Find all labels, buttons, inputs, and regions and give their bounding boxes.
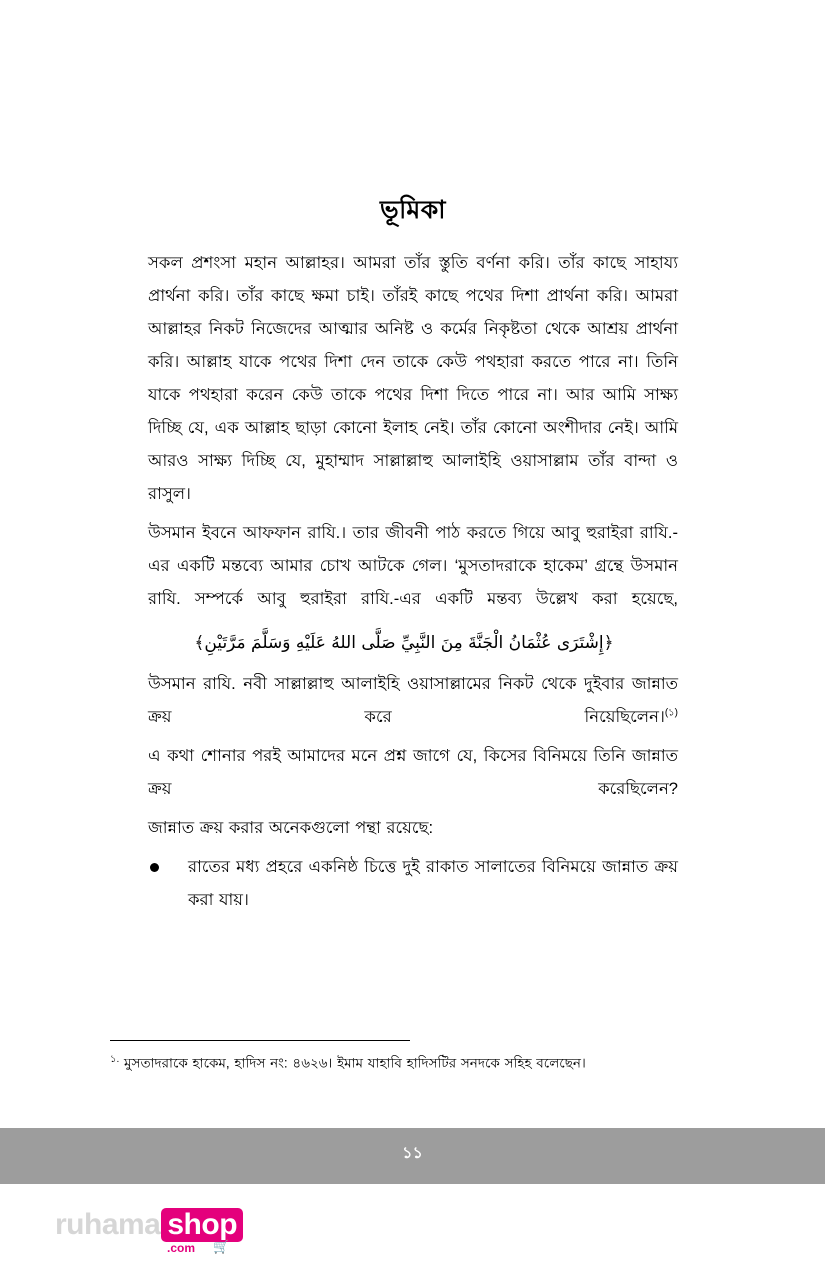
paragraph-5: জান্নাত ক্রয় করার অনেকগুলো পন্থা রয়েছে: xyxy=(148,819,434,837)
paragraph-2: উসমান ইবনে আফফান রাযি.। তার জীবনী পাঠ করতে গিয়ে আবু হুরাইরা রাযি.-এর একটি মন্তব্যে আমার চোখ আটকে গেল। ‘মুসতাদরাকে হাকেম’ গ্রন্থে উসমান রাযি. সম্পর্কে আবু হুরাইরা রাযি.-এর একটি মন্তব্য উল্লেখ করা হয়েছে, xyxy=(148,524,678,608)
paragraph-3 xyxy=(148,668,678,734)
bullet-dot-icon xyxy=(150,863,159,872)
arabic-quote: ﴿إِشْتَرَى عُثْمَانُ الْجَنَّةَ مِنَ النَّبِيِّ صَلَّى اللهُ عَلَيْهِ وَسَلَّمَ مَرَّتَيْنِ﴾ xyxy=(194,633,614,653)
watermark-shop-badge: shop xyxy=(161,1208,243,1242)
watermark-dotcom: .com xyxy=(167,1241,196,1255)
footnote-block xyxy=(110,1040,720,1076)
list-item-label: রাতের মধ্য প্রহরে একনিষ্ঠ চিত্তে দুই রাকাত সালাতের বিনিময়ে জান্নাত ক্রয় করা যায়। xyxy=(188,858,678,909)
page-content xyxy=(148,195,678,923)
footnote-divider xyxy=(110,1040,410,1041)
footnote xyxy=(110,1051,720,1076)
paragraph-3-text: উসমান রাযি. নবী সাল্লাল্লাহু আলাইহি ওয়াসাল্লামের নিকট থেকে দুইবার জান্নাত ক্রয় করে নিয়েছিলেন। xyxy=(148,675,678,726)
list-item xyxy=(148,851,678,917)
watermark-name: ruhama xyxy=(55,1208,161,1241)
watermark-logo xyxy=(55,1208,243,1255)
bullet-list xyxy=(148,851,678,917)
paragraph-1: সকল প্রশংসা মহান আল্লাহর। আমরা তাঁর স্তুতি বর্ণনা করি। তাঁর কাছে সাহায্য প্রার্থনা করি। তাঁর কাছে ক্ষমা চাই। তাঁরই কাছে পথের দিশা প্রার্থনা করি। আমরা আল্লাহর নিকট নিজেদের আত্মার অনিষ্ট ও কর্মের নিকৃষ্টতা থেকে আশ্রয় প্রার্থনা করি। আল্লাহ যাকে পথের দিশা দেন তাকে কেউ পথহারা করতে পারে না। তিনি যাকে পথহারা করেন কেউ তাকে পথের দিশা দিতে পারে না। আর আমি সাক্ষ্য দিচ্ছি যে, এক আল্লাহ ছাড়া কোনো ইলাহ নেই। তাঁর কোনো অংশীদার নেই। আমি আরও সাক্ষ্য দিচ্ছি যে, মুহাম্মাদ সাল্লাল্লাহু আলাইহি ওয়াসাল্লাম তাঁর বান্দা ও রাসুল। xyxy=(148,254,678,503)
cart-icon: 🛒 xyxy=(213,1239,229,1254)
footnote-text: মুসতাদরাকে হাকেম, হাদিস নং: ৪৬২৬। ইমাম যাহাবি হাদিসটির সনদকে সহিহ বলেছেন। xyxy=(124,1055,586,1071)
paragraph-4: এ কথা শোনার পরই আমাদের মনে প্রশ্ন জাগে যে, কিসের বিনিময়ে তিনি জান্নাত ক্রয় করেছিলেন? xyxy=(148,747,678,798)
footnote-reference: (১) xyxy=(664,707,678,719)
footnote-marker: ১. xyxy=(110,1054,120,1065)
page-title: ভূমিকা xyxy=(380,196,446,224)
page-number: ১১ xyxy=(402,1145,423,1162)
